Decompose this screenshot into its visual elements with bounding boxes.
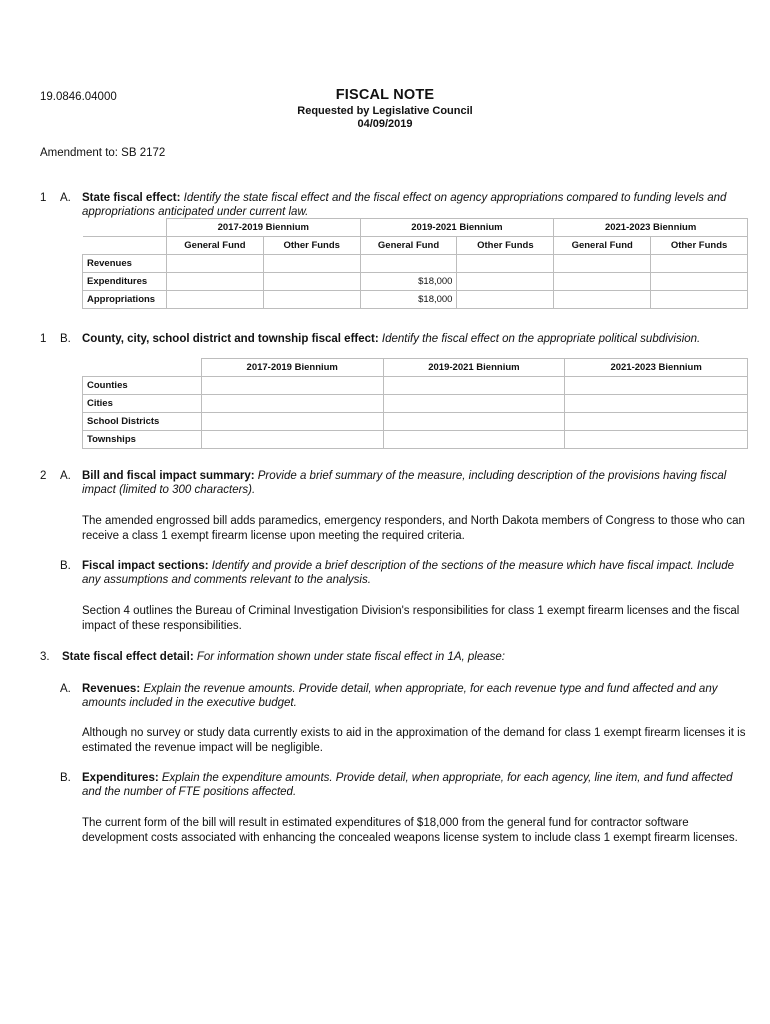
biennium-header: 2017-2019 Biennium [166, 219, 360, 237]
section-description: Identify the state fiscal effect and the fiscal effect on agency appropriations compared to funding levels and appropriations anticipated under current law. [82, 192, 727, 218]
table-row [83, 395, 748, 413]
table-cell [565, 413, 748, 431]
biennium-header: 2021-2023 Biennium [565, 359, 748, 377]
table-cell [166, 255, 263, 273]
fiscal-impact-sections-text: Section 4 outlines the Bureau of Criminal Investigation Division's responsibilities for class 1 exempt firearm licenses and the fiscal impact of these responsibilities. [82, 605, 740, 632]
section-letter: A. [60, 192, 71, 204]
section-description: Explain the expenditure amounts. Provide detail, when appropriate, for each agency, line item, and fund affected and the number of FTE positions affected. [82, 772, 733, 798]
fund-header: Other Funds [651, 237, 748, 255]
table-cell [651, 291, 748, 309]
row-label: School Districts [83, 413, 202, 431]
section-title: State fiscal effect detail: [62, 651, 194, 663]
table-cell [383, 377, 565, 395]
section-number: 1 [40, 192, 47, 204]
table-cell [263, 255, 360, 273]
row-label: Counties [83, 377, 202, 395]
table-cell [383, 395, 565, 413]
table-cell [383, 413, 565, 431]
biennium-header: 2019-2021 Biennium [360, 219, 554, 237]
table-row [83, 255, 748, 273]
section-title: Bill and fiscal impact summary: [82, 470, 255, 482]
table-cell [565, 395, 748, 413]
revenues-text: Although no survey or study data currently exists to aid in the approximation of the demand for class 1 exempt firearm licenses it is estimated the revenue impact will be negligible. [82, 727, 746, 754]
bill-summary-text: The amended engrossed bill adds paramedics, emergency responders, and North Dakota members of Congress to those who can receive a class 1 exempt firearm license upon meeting the required criteria. [82, 515, 745, 542]
row-label: Cities [83, 395, 202, 413]
table-row [83, 413, 748, 431]
section-number: 1 [40, 333, 47, 345]
table-cell: $18,000 [360, 291, 457, 309]
row-label: Expenditures [83, 273, 167, 291]
section-title: County, city, school district and township fiscal effect: [82, 333, 379, 345]
section-letter: B. [60, 772, 71, 784]
table-cell [166, 291, 263, 309]
section-letter: B. [60, 560, 71, 572]
section-title: State fiscal effect: [82, 192, 181, 204]
table-cell [554, 291, 651, 309]
table-cell [263, 273, 360, 291]
table-row [83, 377, 748, 395]
row-label: Townships [83, 431, 202, 449]
biennium-header: 2017-2019 Biennium [201, 359, 383, 377]
table-cell [457, 273, 554, 291]
fund-header: General Fund [554, 237, 651, 255]
row-label: Appropriations [83, 291, 167, 309]
table-cell [201, 431, 383, 449]
table-cell [201, 413, 383, 431]
table-cell [565, 377, 748, 395]
table-cell [457, 291, 554, 309]
corner-cell [83, 219, 167, 237]
section-letter: A. [60, 683, 71, 695]
title-block [0, 87, 770, 130]
fund-header: General Fund [360, 237, 457, 255]
table-cell [263, 291, 360, 309]
fund-header: General Fund [166, 237, 263, 255]
table-cell [166, 273, 263, 291]
corner-cell [83, 237, 167, 255]
table-row [83, 431, 748, 449]
section-title: Fiscal impact sections: [82, 560, 209, 572]
table-cell [383, 431, 565, 449]
section-title: Revenues: [82, 683, 141, 695]
section-number: 3. [40, 651, 50, 663]
requested-by: Requested by Legislative Council [297, 105, 473, 117]
biennium-header: 2021-2023 Biennium [554, 219, 748, 237]
corner-cell [83, 359, 202, 377]
section-description: Identify the fiscal effect on the appropriate political subdivision. [381, 333, 701, 345]
table-cell [565, 431, 748, 449]
section-number: 2 [40, 470, 47, 482]
political-subdivision-table [82, 358, 748, 449]
section-letter: A. [60, 470, 71, 482]
table-cell [554, 273, 651, 291]
biennium-header: 2019-2021 Biennium [383, 359, 565, 377]
table-row [83, 273, 748, 291]
section-description: Identify and provide a brief description of the sections of the measure which have fiscal impact. Include any assumptions and comments relevant to the analysis. [82, 560, 735, 586]
table-cell: $18,000 [360, 273, 457, 291]
section-description: For information shown under state fiscal effect in 1A, please: [196, 651, 505, 663]
expenditures-text: The current form of the bill will result in estimated expenditures of $18,000 from the general fund for contractor software development costs associated with enhancing the concealed weapons license system to include class 1 exempt firearm licenses. [82, 817, 738, 844]
table-cell [457, 255, 554, 273]
page-title: FISCAL NOTE [335, 87, 435, 103]
state-fiscal-effect-table [82, 218, 748, 309]
row-label: Revenues [83, 255, 167, 273]
fund-header: Other Funds [263, 237, 360, 255]
table-row [83, 291, 748, 309]
table-cell [651, 273, 748, 291]
section-title: Expenditures: [82, 772, 159, 784]
table-cell [360, 255, 457, 273]
note-date: 04/09/2019 [357, 118, 413, 130]
table-cell [554, 255, 651, 273]
fund-header: Other Funds [457, 237, 554, 255]
section-description: Explain the revenue amounts. Provide detail, when appropriate, for each revenue type and fund affected and any amounts included in the executive budget. [82, 683, 718, 709]
document-id: 19.0846.04000 [40, 91, 117, 103]
section-letter: B. [60, 333, 71, 345]
section-description: Provide a brief summary of the measure, including description of the provisions having fiscal impact (limited to 300 characters). [82, 470, 727, 496]
amendment-line: Amendment to: SB 2172 [40, 147, 166, 159]
table-cell [201, 377, 383, 395]
table-cell [201, 395, 383, 413]
table-cell [651, 255, 748, 273]
